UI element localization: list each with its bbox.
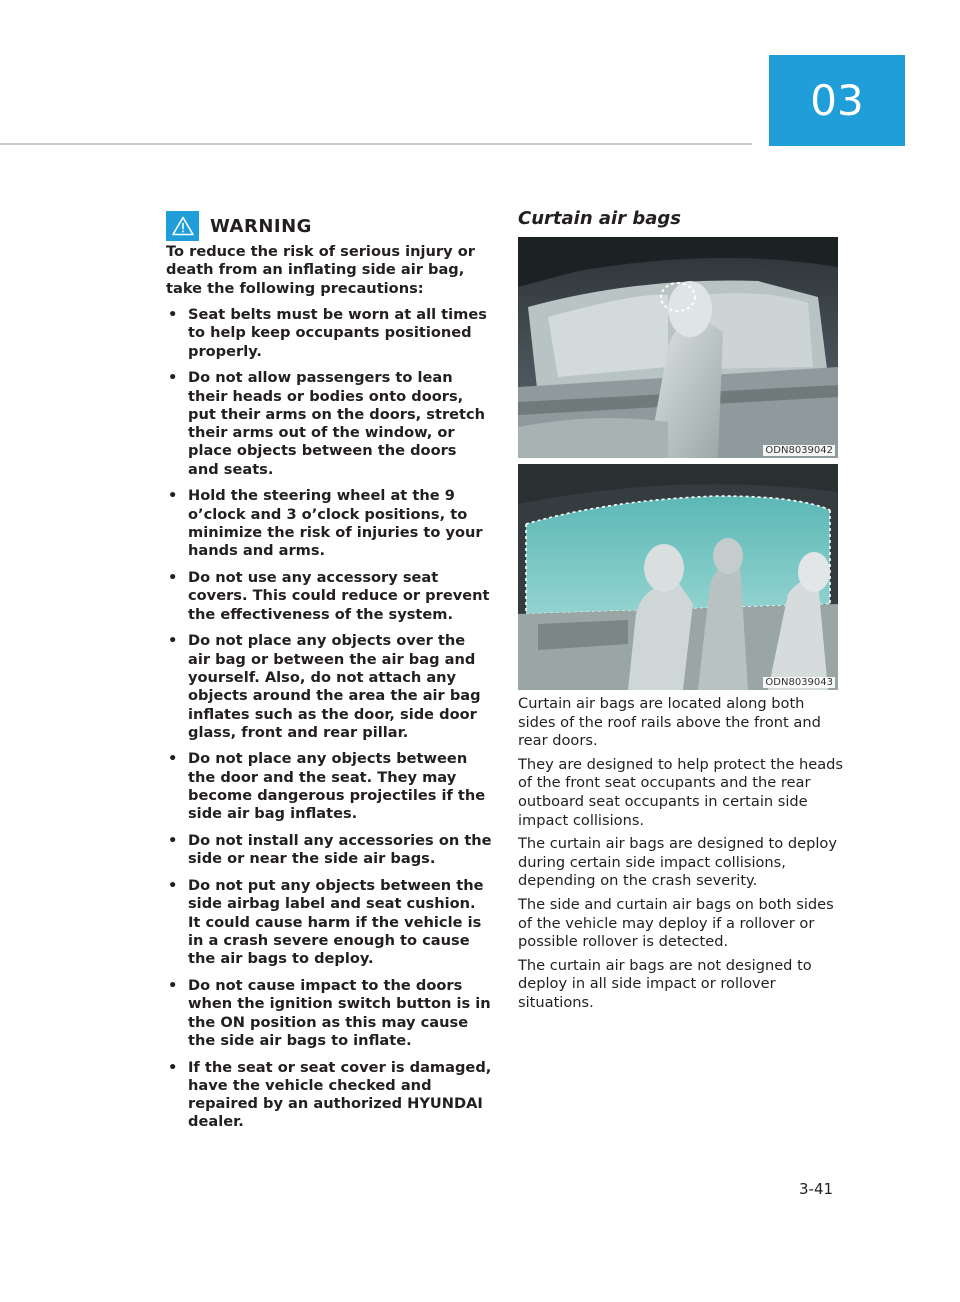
figure-caption: ODN8039043 [765,677,833,688]
list-item: • Do not allow passengers to lean their heads or bodies onto doors, put their arms on the doors, stretch their arms out of the window, or place objects between the doors and seats. [168,369,486,478]
section-title: Curtain air bags [518,208,681,229]
curtain-airbag-location-figure [518,237,838,458]
paragraph: Curtain air bags are located along both sides of the roof rails above the front and rear doors. [518,695,821,750]
page-number: 3-41 [799,1180,834,1198]
warning-title: WARNING [210,215,312,237]
list-item: • Do not place any objects over the air bag or between the air bag and yourself. Also, do not attach any objects around the area the air bag inflates such as the door, side door glass, front and rear pillar. [168,632,481,741]
paragraph: The side and curtain air bags on both sides of the vehicle may deploy if a rollover or possible rollover is detected. [518,895,834,951]
list-item: • If the seat or seat cover is damaged, have the vehicle checked and repaired by an authorized HYUNDAI dealer. [168,1058,492,1131]
figure-caption: ODN8039042 [765,445,833,456]
warning-intro: To reduce the risk of serious injury or death from an inflating side air bag, take the following precautions: [166,243,475,297]
paragraph: The curtain air bags are not designed to deploy in all side impact or rollover situations. [518,956,812,1011]
list-item: • Hold the steering wheel at the 9 o’clock and 3 o’clock positions, to minimize the risk of injuries to your hands and arms. [168,487,483,560]
warning-header [166,211,312,241]
list-item: • Do not put any objects between the side airbag label and seat cushion. It could cause harm if the vehicle is in a crash severe enough to cause the air bags to deploy. [168,877,484,968]
curtain-airbag-deployed-figure [518,464,838,690]
chapter-tab: 03 [769,55,905,146]
list-item: • Do not place any objects between the door and the seat. They may become dangerous projectiles if the side air bag inflates. [168,750,486,823]
section-body [518,695,843,1018]
warning-triangle-icon [166,211,199,241]
paragraph: They are designed to help protect the heads of the front seat occupants and the rear outboard seat occupants in certain side impact collisions. [518,755,844,829]
paragraph: The curtain air bags are designed to deploy during certain side impact collisions, depending on the crash severity. [518,835,837,890]
header-rule [0,143,752,145]
list-item: • Do not install any accessories on the side or near the side air bags. [168,832,492,868]
list-item: • Do not use any accessory seat covers. This could reduce or prevent the effectiveness of the system. [168,569,490,623]
warning-list [166,306,492,1140]
list-item: • Do not cause impact to the doors when the ignition switch button is in the ON position as this may cause the side air bags to inflate. [168,976,491,1049]
list-item: • Seat belts must be worn at all times to help keep occupants positioned properly. [168,306,487,360]
